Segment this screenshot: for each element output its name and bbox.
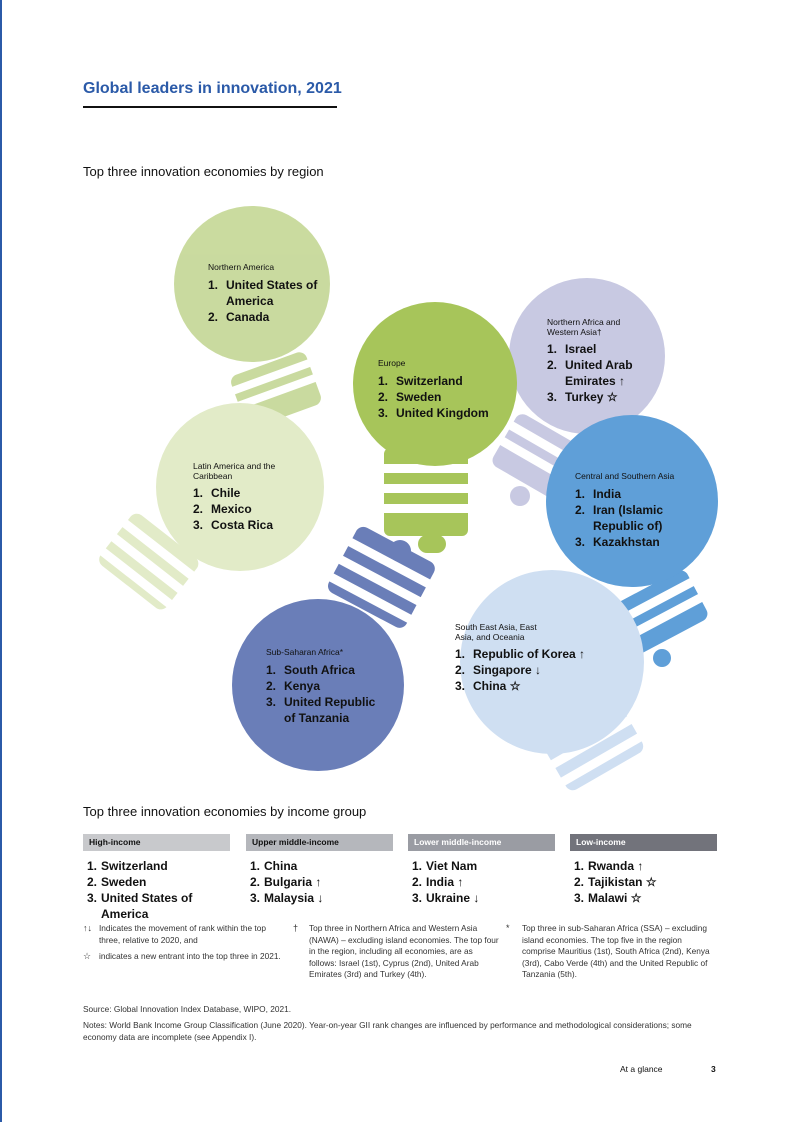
rank-down-icon: ↓ (317, 891, 324, 905)
region-rank-item: 1. Israel (547, 342, 597, 356)
region-south-east-asia (455, 623, 585, 694)
region-rank-item: 2. Sweden (378, 389, 442, 404)
bulb-europe (353, 302, 517, 553)
region-name: Latin America and the Caribbean (193, 461, 276, 481)
note-rank-movement: ↑↓ Indicates the movement of rank within the top three, relative to 2020, and (83, 923, 266, 945)
income-group-upper-middle (246, 834, 393, 906)
income-rank-item: 2. India ↑ (412, 875, 464, 889)
note-nawa: † Top three in Northern Africa and Western Asia (NAWA) – excluding island economies. The top four in the region, including all economies, are as follows: Israel (1st), Cyprus (2nd), United Arab Emirates (3rd) and Turkey (4th). (293, 923, 499, 979)
region-rank-item: 3. China ☆ (455, 679, 521, 693)
page-number: 3 (711, 1064, 716, 1074)
page-title: Global leaders in innovation, 2021 (83, 80, 342, 97)
rank-up-icon: ↑ (619, 374, 626, 388)
region-rank-item: 3. United Republic of Tanzania (266, 694, 376, 725)
income-rank-item: 3. Malawi ☆ (574, 891, 642, 905)
income-group-header: High-income (83, 834, 230, 851)
rank-down-icon: ↓ (473, 891, 480, 905)
source-line: Source: Global Innovation Index Database, WIPO, 2021. (83, 1004, 292, 1014)
rank-up-icon: ↑ (315, 875, 322, 889)
region-rank-item: 2. Singapore ↓ (455, 663, 542, 677)
region-section-title: Top three innovation economies by region (83, 164, 324, 179)
new-entrant-star-icon: ☆ (630, 891, 642, 905)
notes-line: Notes: World Bank Income Group Classification (June 2020). Year-on-year GII rank changes are influenced by performance and methodological considerations; some economy data are incomplete (see Appendix I). (83, 1020, 692, 1042)
region-name: Europe (378, 358, 406, 368)
region-rank-item: 1. India (575, 486, 622, 501)
region-europe (378, 359, 489, 421)
region-rank-item: 1. Switzerland (378, 373, 463, 388)
new-entrant-star-icon: ☆ (606, 390, 618, 404)
new-entrant-star-icon: ☆ (645, 875, 657, 889)
new-entrant-star-icon: ☆ (509, 679, 521, 693)
region-rank-item: 1. South Africa (266, 662, 355, 677)
region-rank-item: 3. Kazakhstan (575, 534, 660, 549)
footer-section: At a glance (620, 1064, 663, 1074)
income-rank-item: 3. Malaysia ↓ (250, 891, 324, 905)
star-icon: ☆ (83, 951, 92, 961)
income-group-high (83, 834, 230, 922)
region-northern-america (208, 263, 318, 325)
region-name: Northern Africa and Western Asia† (547, 317, 621, 337)
region-name: Sub-Saharan Africa* (266, 647, 344, 657)
income-group-header: Upper middle-income (246, 834, 393, 851)
income-rank-item: 1. Viet Nam (412, 859, 478, 873)
income-group-lower-middle (408, 834, 555, 906)
region-central-southern-asia (575, 472, 675, 550)
rank-up-icon: ↑ (637, 859, 644, 873)
note-new-entrant: ☆ indicates a new entrant into the top three in 2021. (83, 951, 281, 961)
region-rank-item: 1. Chile (193, 486, 241, 500)
up-down-arrows-icon: ↑↓ (83, 923, 92, 933)
income-group-low (570, 834, 717, 906)
income-rank-item: 2. Sweden (87, 875, 147, 889)
region-name: Northern America (208, 262, 275, 272)
income-rank-item: 1. China (250, 859, 298, 873)
region-sub-saharan-africa (266, 648, 384, 726)
income-group-header: Low-income (570, 834, 717, 851)
note-ssa: * Top three in sub-Saharan Africa (SSA) – excluding island economies. The top five in the region comprise Mauritius (1st), South Africa (2nd), Kenya (3rd), Cabo Verde (4th) and the United Republic of Tanzania (5th). (506, 923, 710, 979)
region-rank-item: 2. Iran (Islamic Republic of) (575, 502, 664, 533)
asterisk-mark: * (506, 923, 510, 933)
region-rank-item: 3. Costa Rica (193, 518, 274, 532)
income-section-title: Top three innovation economies by income group (83, 804, 367, 819)
dagger-mark: † (293, 923, 299, 933)
region-rank-item: 1. United States of America (208, 277, 318, 308)
income-rank-item: 2. Bulgaria ↑ (250, 875, 322, 889)
region-nawa (547, 318, 657, 405)
income-group-header: Lower middle-income (408, 834, 555, 851)
income-rank-item: 1. Switzerland (87, 859, 168, 873)
region-name: Central and Southern Asia (575, 471, 675, 481)
income-rank-item: 3. United States of America (87, 891, 193, 921)
rank-up-icon: ↑ (579, 647, 586, 661)
region-rank-item: 3. Turkey ☆ (547, 390, 618, 404)
income-rank-item: 2. Tajikistan ☆ (574, 875, 657, 889)
region-rank-item: 2. United Arab Emirates ↑ (547, 358, 633, 388)
region-name: South East Asia, East Asia, and Oceania (455, 622, 537, 642)
rank-up-icon: ↑ (457, 875, 464, 889)
rank-down-icon: ↓ (535, 663, 542, 677)
region-rank-item: 2. Mexico (193, 502, 252, 516)
income-rank-item: 1. Rwanda ↑ (574, 859, 644, 873)
region-rank-item: 1. Republic of Korea ↑ (455, 647, 586, 661)
region-latin-america (193, 462, 277, 533)
region-rank-item: 2. Canada (208, 309, 270, 324)
region-rank-item: 3. United Kingdom (378, 405, 489, 420)
region-rank-item: 2. Kenya (266, 678, 321, 693)
income-rank-item: 3. Ukraine ↓ (412, 891, 480, 905)
